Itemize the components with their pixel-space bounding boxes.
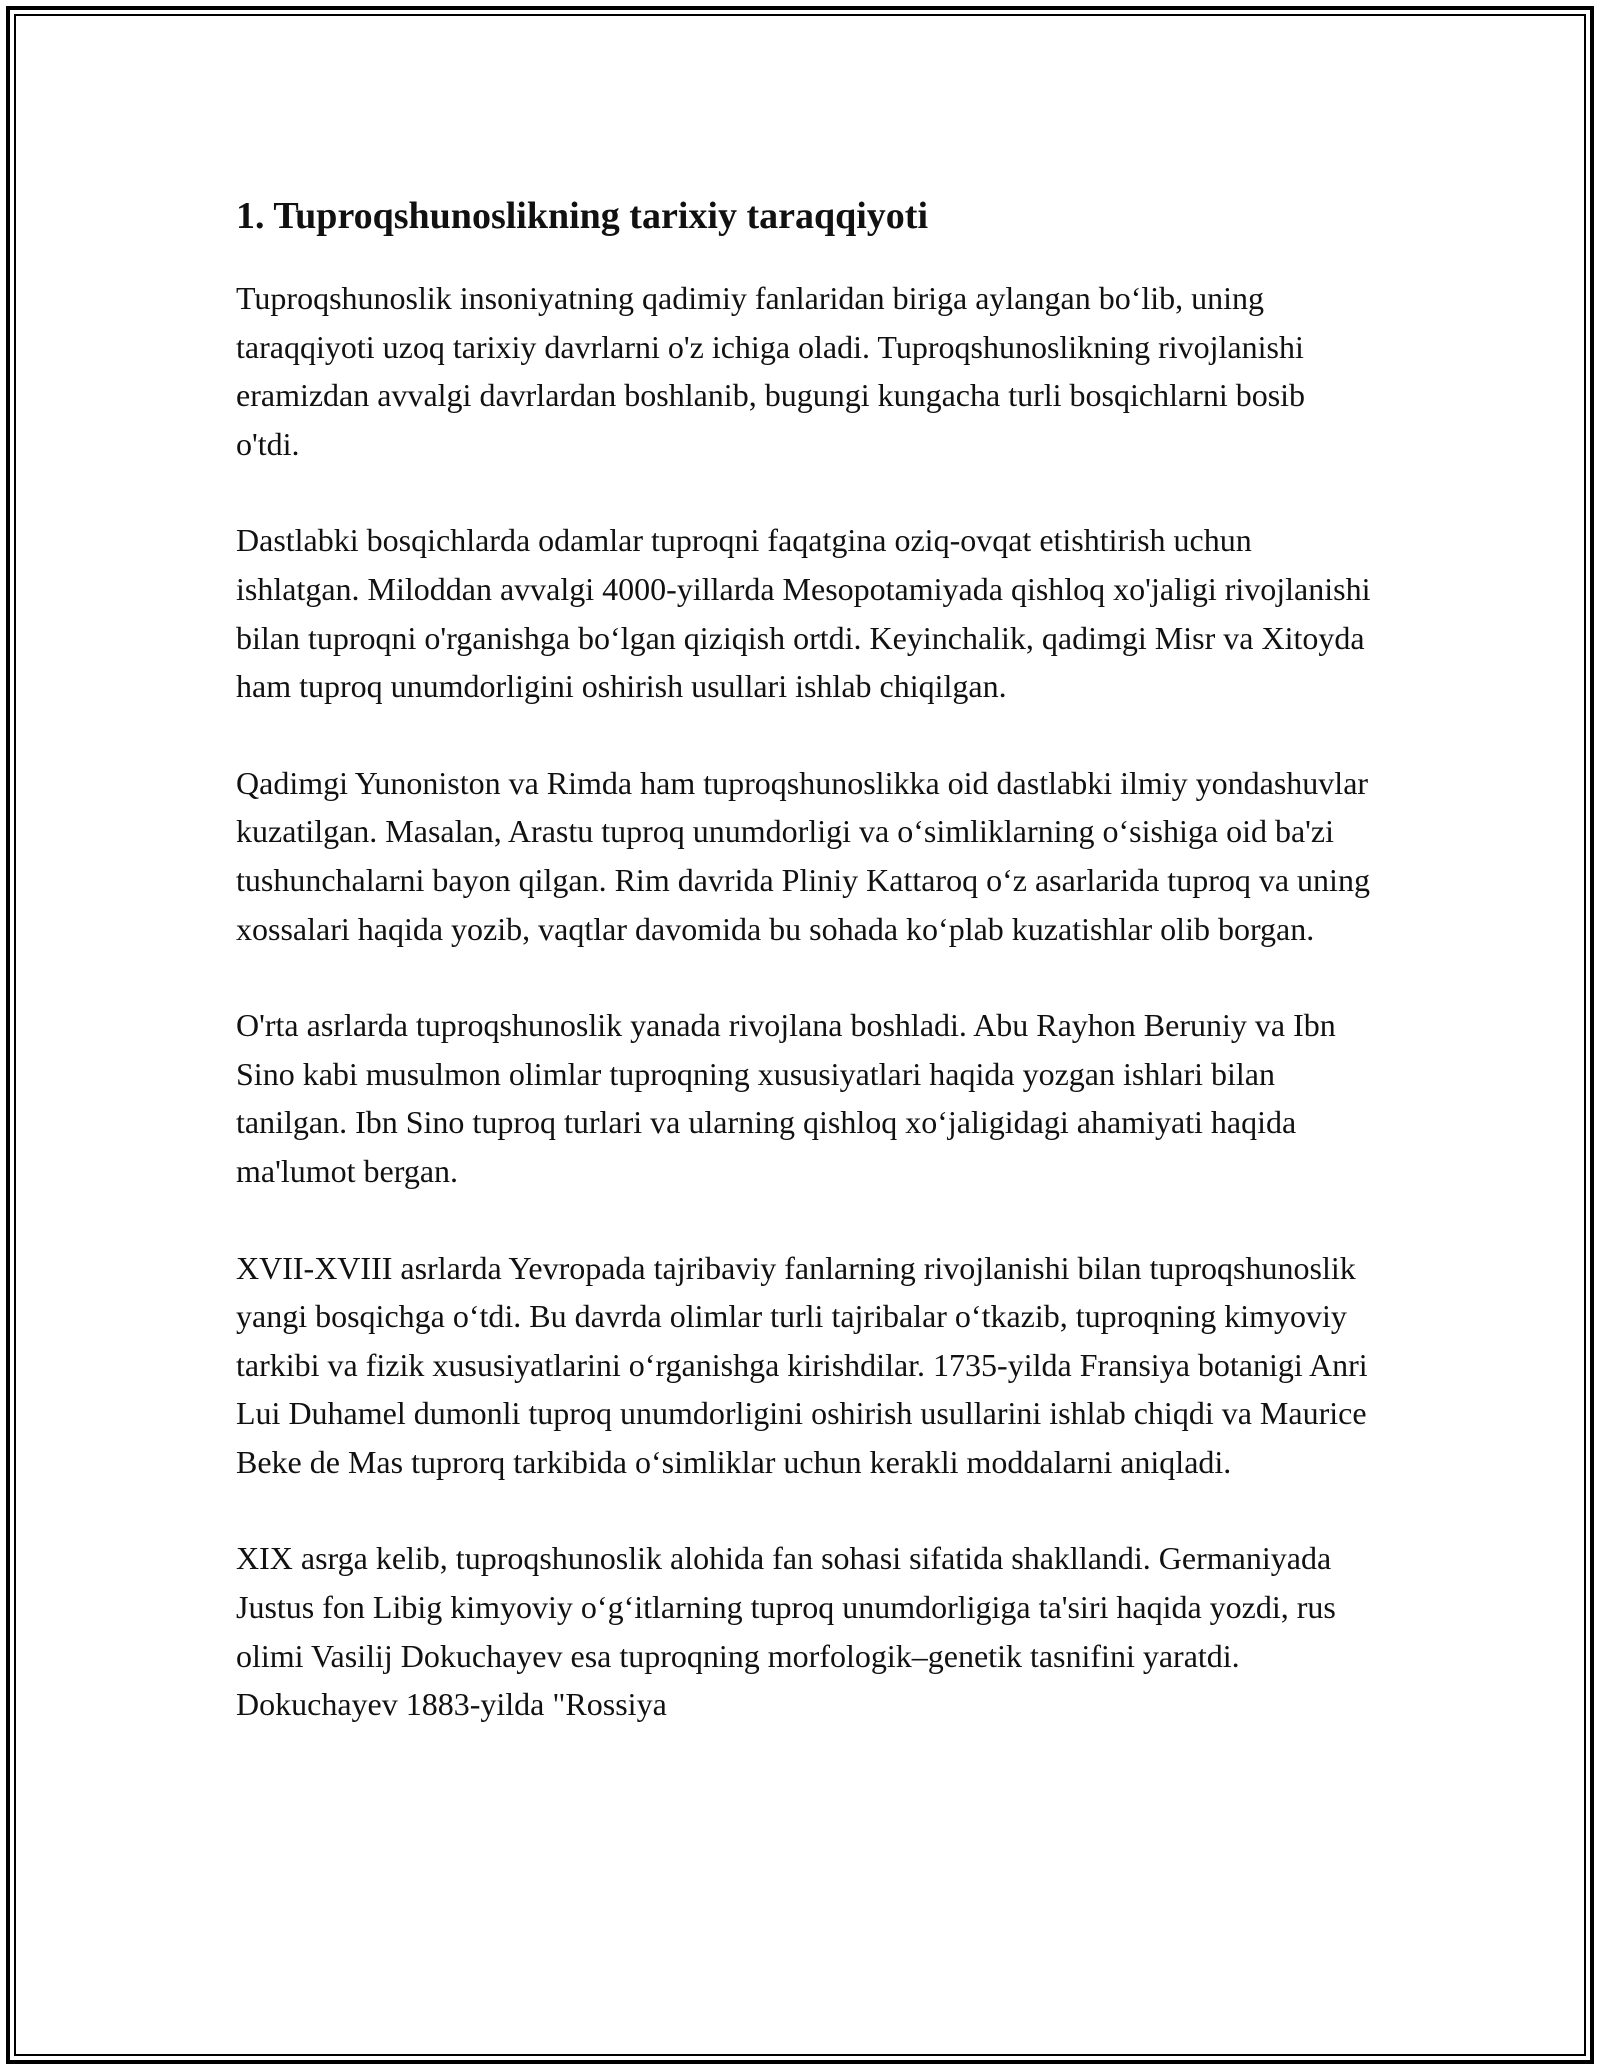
paragraph-6: XIX asrga kelib, tuproqshunoslik alohida fan sohasi sifatida shakllandi. Germaniyada Justus fon Libig kimyoviy o‘g‘itlarning tuproq unumdorligiga ta'siri haqida yozdi, rus olimi Vasilij Dokuchayev esa tuproqning morfologik–genetik tasnifini yaratdi. Dokuchayev 1883-yilda "Rossiya xyxy=(236,1540,1336,1723)
section-title: 1. Tuproqshunoslikning tarixiy taraqqiyoti xyxy=(236,195,928,237)
paragraph-3: Qadimgi Yunoniston va Rimda ham tuproqshunoslikka oid dastlabki ilmiy yondashuvlar kuzatilgan. Masalan, Arastu tuproq unumdorligi va o‘simliklarning o‘sishiga oid ba'zi tushunchalarni bayon qilgan. Rim davrida Pliniy Kattaroq o‘z asarlarida tuproq va uning xossalari haqida yozib, vaqtlar davomida bu sohada ko‘plab kuzatishlar olib borgan. xyxy=(236,764,1370,947)
paragraph-5: XVII-XVIII asrlarda Yevropada tajribaviy fanlarning rivojlanishi bilan tuproqshunoslik yangi bosqichga o‘tdi. Bu davrda olimlar turli tajribalar o‘tkazib, tuproqning kimyoviy tarkibi va fizik xususiyatlarini o‘rganishga kirishdilar. 1735-yilda Fransiya botanigi Anri Lui Duhamel dumonli tuproq unumdorligini oshirish usullarini ishlab chiqdi va Maurice Beke de Mas tuprorq tarkibida o‘simliklar uchun kerakli moddalarni aniqladi. xyxy=(236,1249,1368,1480)
paragraph-2: Dastlabki bosqichlarda odamlar tuproqni faqatgina oziq-ovqat etishtirish uchun ishlatgan. Miloddan avvalgi 4000-yillarda Mesopotamiyada qishloq xo'jaligi rivojlanishi bilan tuproqni o'rganishga bo‘lgan qiziqish ortdi. Keyinchalik, qadimgi Misr va Xitoyda ham tuproq unumdorligini oshirish usullari ishlab chiqilgan. xyxy=(236,522,1371,705)
document-body xyxy=(236,186,1376,1777)
paragraph-4: O'rta asrlarda tuproqshunoslik yanada rivojlana boshladi. Abu Rayhon Beruniy va Ibn Sino kabi musulmon olimlar tuproqning xususiyatlari haqida yozgan ishlari bilan tanilgan. Ibn Sino tuproq turlari va ularning qishloq xo‘jaligidagi ahamiyati haqida ma'lumot bergan. xyxy=(236,1007,1336,1189)
paragraph-1: Tuproqshunoslik insoniyatning qadimiy fanlaridan biriga aylangan bo‘lib, uning taraqqiyoti uzoq tarixiy davrlarni o'z ichiga oladi. Tuproqshunoslikning rivojlanishi eramizdan avvalgi davrlardan boshlanib, bugungi kungacha turli bosqichlarni bosib o'tdi. xyxy=(236,280,1306,462)
